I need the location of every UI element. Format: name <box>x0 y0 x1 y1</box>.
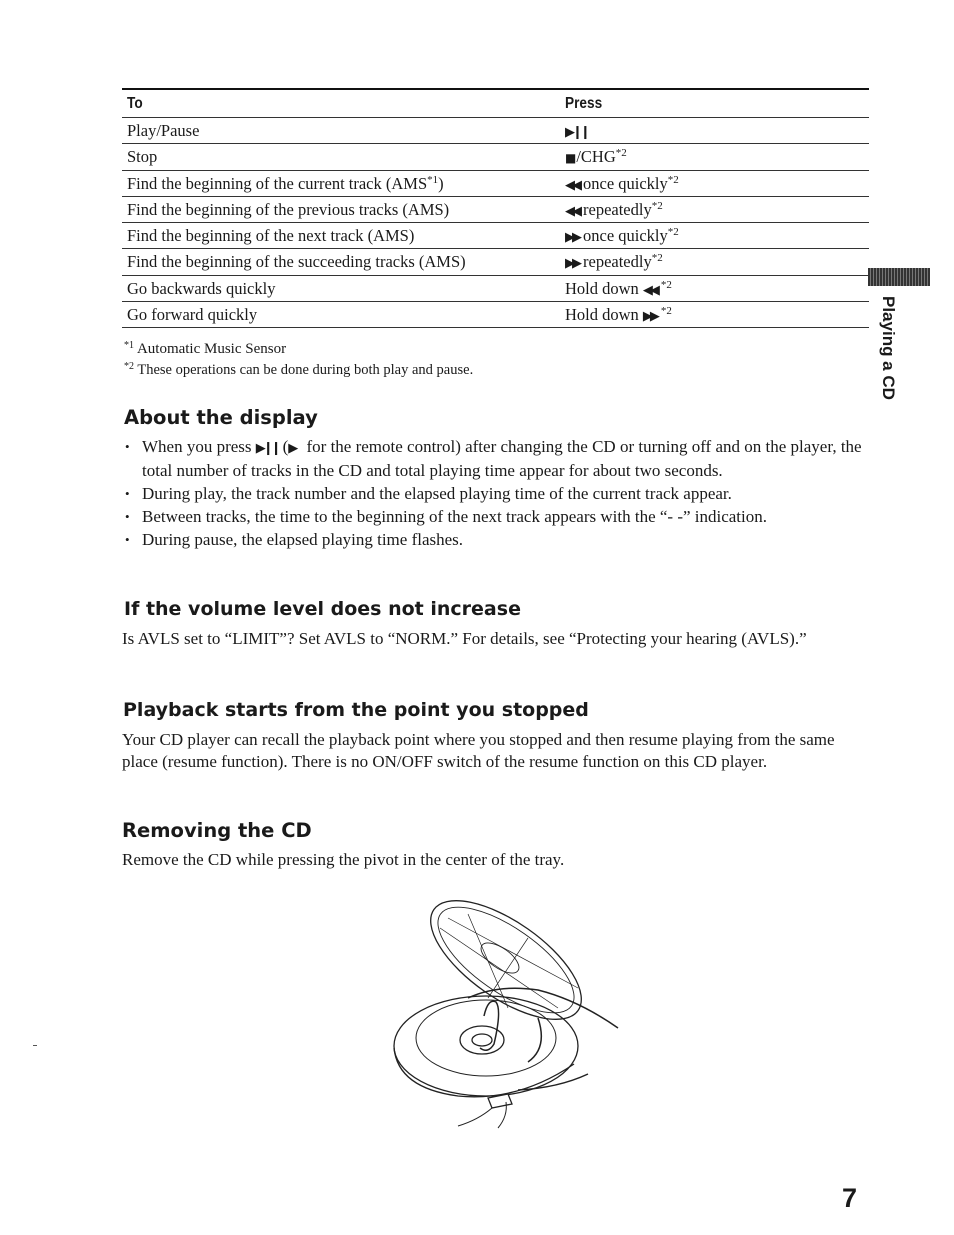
press-text: Hold down <box>565 278 639 298</box>
row-press <box>565 252 663 274</box>
footnote-2 <box>124 362 473 379</box>
table-row <box>122 223 869 249</box>
chapter-tab-marker <box>868 268 930 286</box>
cd-pivot <box>472 1034 492 1046</box>
table-row <box>122 118 869 144</box>
page-number: 7 <box>842 1183 858 1213</box>
row-action-end: ) <box>438 173 444 193</box>
play-pause-icon: ▶❙❙ <box>565 125 588 140</box>
lid-center <box>476 937 524 979</box>
table-row <box>122 171 869 197</box>
footnote-ref: *2 <box>660 305 672 318</box>
lid-hatching <box>440 914 578 1008</box>
header-press: Press <box>565 95 603 112</box>
row-action: Play/Pause <box>127 121 200 140</box>
list-item <box>122 506 862 528</box>
footnote-ref: *2 <box>667 173 679 186</box>
row-action: Find the beginning of the succeeding tracks (AMS) <box>127 252 466 272</box>
next-track-icon: ▶▶ <box>565 230 579 246</box>
cd-player-lid <box>412 898 600 1042</box>
footnote-ref: *2 <box>615 147 627 160</box>
previous-track-icon: ◀◀ <box>565 203 579 219</box>
press-text: /CHG <box>576 147 616 167</box>
header-to: To <box>127 95 143 112</box>
list-item <box>122 529 862 551</box>
row-press <box>565 226 679 248</box>
play-icon: ▶ <box>288 441 299 456</box>
section-title-resume: Playback starts from the point you stopped <box>123 699 589 721</box>
bullet-text: for the remote control) after changing the CD or turning off and on the player, the total number of tracks in the CD and total playing time appear for about two seconds. <box>142 437 862 480</box>
footnote-text: Automatic Music Sensor <box>136 341 287 357</box>
section-body-volume: Is AVLS set to “LIMIT”? Set AVLS to “NORM.” For details, see “Protecting your hearing (AVLS).” <box>122 629 807 648</box>
bullet-text: During pause, the elapsed playing time flashes. <box>142 530 464 549</box>
footnote-ref: *2 <box>651 252 663 265</box>
section-body-resume: Your CD player can recall the playback point where you stopped and then resume playing from the same place (resume function). There is no ON/OFF switch of the resume function on this CD player. <box>122 730 835 771</box>
row-action-text: Find the beginning of the current track (AMS <box>127 173 428 193</box>
list-item <box>122 436 862 482</box>
previous-track-icon: ◀◀ <box>565 177 579 193</box>
bullet-text: ( <box>282 437 289 456</box>
previous-track-icon: ◀◀ <box>642 282 657 298</box>
row-press <box>565 200 663 222</box>
row-press <box>565 121 592 143</box>
row-press <box>565 174 679 196</box>
cd-removal-illustration <box>388 898 628 1130</box>
row-action: Go backwards quickly <box>127 278 276 298</box>
section-title-display: About the display <box>124 406 318 429</box>
operations-table <box>122 88 869 328</box>
table-header-row <box>122 90 869 118</box>
bullet-text: Between tracks, the time to the beginning of the next track appears with the “- -” indication. <box>142 507 768 526</box>
play-pause-icon: ▶❙❙ <box>255 441 279 456</box>
table-row <box>122 302 869 328</box>
row-press <box>565 279 672 301</box>
footnote-ref: *2 <box>651 199 663 212</box>
footnote-text: These operations can be done during both play and pause. <box>137 362 474 378</box>
section-title-remove: Removing the CD <box>122 819 312 842</box>
bullet-text: When you press <box>142 437 252 456</box>
next-track-icon: ▶▶ <box>642 309 657 325</box>
press-text: Hold down <box>565 305 639 325</box>
base-edge <box>394 1048 574 1097</box>
footnote-mark: *2 <box>124 361 134 372</box>
chapter-tab-label <box>876 296 898 400</box>
stop-icon: ■ <box>565 151 577 166</box>
table-row <box>122 249 869 275</box>
hand <box>468 988 618 1090</box>
table-row <box>122 197 869 223</box>
press-text: repeatedly <box>583 252 652 272</box>
cd-disc <box>416 1000 556 1076</box>
footnote-1 <box>124 341 286 358</box>
footnote-ref: *2 <box>660 278 672 291</box>
row-press <box>565 305 672 327</box>
table-row <box>122 276 869 302</box>
row-action: Go forward quickly <box>127 305 258 325</box>
press-text: repeatedly <box>583 199 652 219</box>
row-action: Stop <box>127 147 158 167</box>
cd-player-lid-inner <box>422 898 590 1032</box>
table-row <box>122 144 869 170</box>
row-press <box>565 147 627 168</box>
footnote-ref: *2 <box>667 226 679 239</box>
display-bullet-list <box>122 436 862 552</box>
row-action: Find the beginning of the next track (AMS) <box>127 226 415 246</box>
press-text: once quickly <box>583 226 668 246</box>
chapter-tab-text: Playing a CD <box>879 296 898 400</box>
section-body-remove: Remove the CD while pressing the pivot in the center of the tray. <box>122 850 565 869</box>
section-title-volume: If the volume level does not increase <box>124 598 521 620</box>
row-action <box>127 174 444 194</box>
footnote-ref: *1 <box>427 173 439 186</box>
bullet-text: During play, the track number and the elapsed playing time of the current track appear. <box>142 484 732 503</box>
stray-mark <box>33 1045 37 1046</box>
list-item <box>122 483 862 505</box>
press-text: once quickly <box>583 173 668 193</box>
footnote-mark: *1 <box>124 340 134 351</box>
next-track-icon: ▶▶ <box>565 256 579 272</box>
row-action: Find the beginning of the previous tracks (AMS) <box>127 199 450 219</box>
